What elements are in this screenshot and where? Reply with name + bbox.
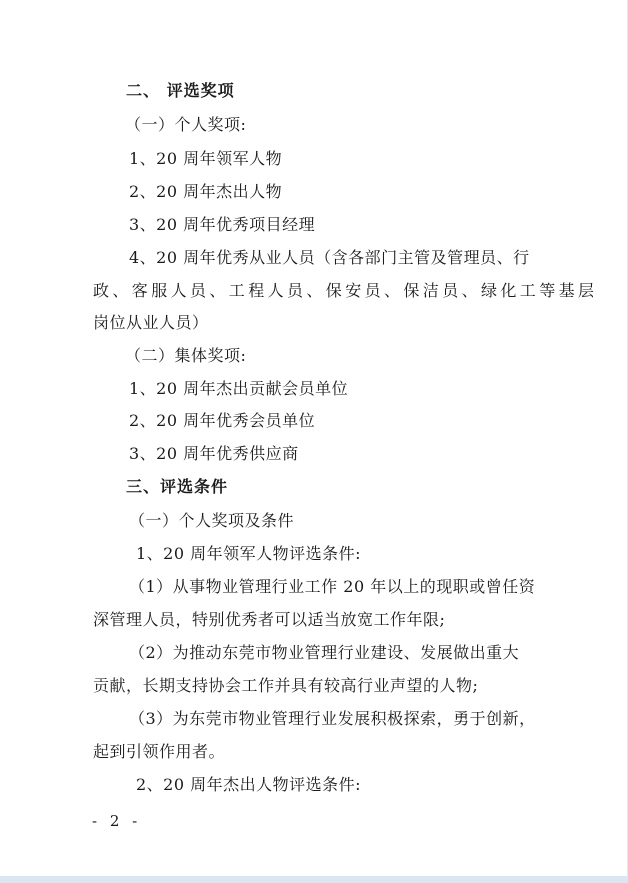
award-item-leader: 1、20 周年领军人物 <box>129 149 283 168</box>
criteria-leader-item-2: （2）为推动东莞市物业管理行业建设、发展做出重大 <box>129 643 520 662</box>
award-item-practitioner: 4、20 周年优秀从业人员（含各部门主管及管理员、行 <box>129 248 530 267</box>
page-number: - 2 - <box>92 812 142 830</box>
criteria-leader-item-1: （1）从事物业管理行业工作 20 年以上的现职或曾任资 <box>129 577 536 596</box>
award-item-practitioner-cont-1: 政、客服人员、工程人员、保安员、保洁员、绿化工等基层 <box>93 281 598 300</box>
award-item-project-manager: 3、20 周年优秀项目经理 <box>129 215 316 234</box>
award-item-supplier: 3、20 周年优秀供应商 <box>129 444 299 463</box>
criteria-leader-item-3-cont: 起到引领作用者。 <box>93 742 226 761</box>
bottom-edge-band <box>0 876 628 883</box>
subheading-individual-criteria: （一）个人奖项及条件 <box>129 511 295 530</box>
criteria-leader-title: 1、20 周年领军人物评选条件: <box>136 544 362 563</box>
criteria-leader-item-2-cont: 贡献，长期支持协会工作并具有较高行业声望的人物; <box>93 676 479 695</box>
criteria-leader-item-3: （3）为东莞市物业管理行业发展积极探索，勇于创新， <box>129 709 536 728</box>
subheading-group-awards: （二）集体奖项: <box>125 346 247 365</box>
section-heading-criteria: 三、评选条件 <box>126 477 229 496</box>
award-item-practitioner-cont-2: 岗位从业人员） <box>93 313 209 332</box>
criteria-outstanding-title: 2、20 周年杰出人物评选条件: <box>136 775 362 794</box>
section-heading-awards: 二、 评选奖项 <box>126 81 235 100</box>
subheading-individual-awards: （一）个人奖项: <box>125 115 247 134</box>
criteria-leader-item-1-cont: 深管理人员，特别优秀者可以适当放宽工作年限; <box>93 610 446 629</box>
award-item-contribution-member: 1、20 周年杰出贡献会员单位 <box>129 379 349 398</box>
award-item-outstanding-person: 2、20 周年杰出人物 <box>129 182 283 201</box>
award-item-excellent-member: 2、20 周年优秀会员单位 <box>129 411 316 430</box>
